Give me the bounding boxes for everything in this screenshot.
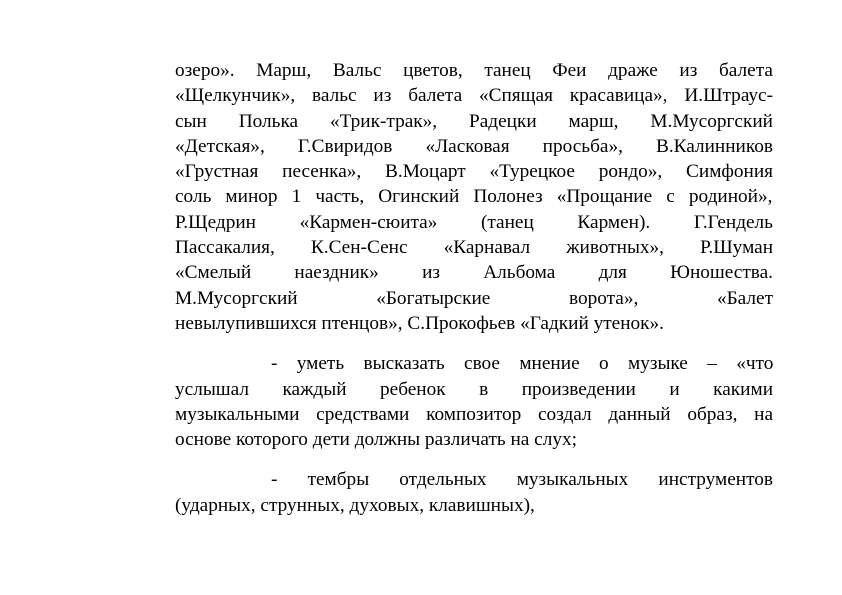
text-line: - тембры отдельных музыкальных инструментов [271,469,774,491]
text-line: музыкальными средствами композитор создал данный образ, на [175,403,774,425]
text-line: (ударных, струнных, духовых, клавишных), [175,494,535,516]
text-line: Пассакалия, К.Сен-Сенс «Карнавал животных», Р.Шуман [175,237,774,259]
paragraph-gap [175,452,773,467]
text-line: «Грустная песенка», В.Моцарт «Турецкое рондо», Симфония [175,161,774,183]
text-line: «Щелкунчик», вальс из балета «Спящая красавица», И.Штраус- [175,85,774,107]
paragraph-gap [175,336,773,351]
text-line: сын Полька «Трик-трак», Радецки марш, М.Мусоргский [175,110,773,132]
text-line: «Смелый наездник» из Альбома для Юношества. [175,262,773,284]
text-line: невылупившихся птенцов», С.Прокофьев «Гадкий утенок». [175,312,664,334]
text-line: - уметь высказать свое мнение о музыке – «что [271,353,774,375]
text-line: «Детская», Г.Свиридов «Ласковая просьба», В.Калинников [175,135,774,157]
repertoire-paragraph [175,58,773,336]
opinion-paragraph [175,351,773,452]
text-line: основе которого дети должны различать на слух; [175,429,577,451]
timbres-paragraph [175,467,773,518]
text-line: Р.Щедрин «Кармен-сюита» (танец Кармен). Г.Гендель [175,211,773,233]
text-line: М.Мусоргский «Богатырские ворота», «Балет [175,287,773,309]
text-line: услышал каждый ребенок в произведении и какими [175,378,774,400]
document-body [175,58,773,518]
text-line: озеро». Марш, Вальс цветов, танец Феи драже из балета [175,60,773,81]
text-line: соль минор 1 часть, Огинский Полонез «Прощание с родиной», [175,186,773,208]
